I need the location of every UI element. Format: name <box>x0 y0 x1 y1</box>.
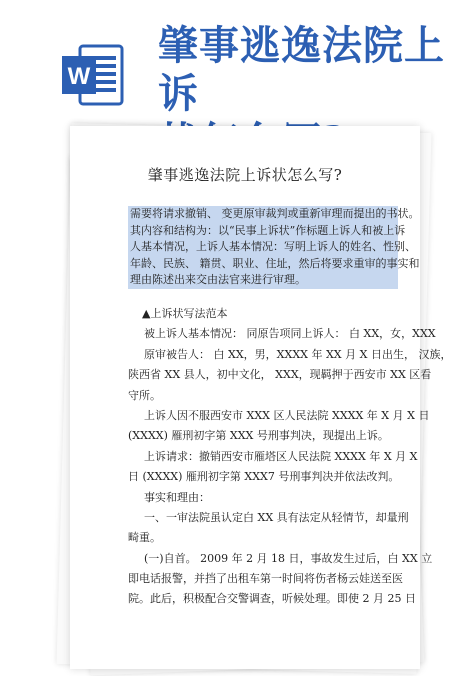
body-line: 守所。 <box>128 388 161 402</box>
body-line: 事实和理由： <box>144 490 210 504</box>
body-line: (XXXX) 雁刑初字第 XXX 号刑事判决，现提出上诉。 <box>128 429 389 443</box>
word-document-icon <box>60 42 126 108</box>
section-heading: ▲上诉状写法范本 <box>142 307 228 320</box>
highlight-line: 其内容和结构为：以“民事上诉状”作标题上诉人和被上诉 <box>130 223 406 237</box>
highlight-line: 人基本情况，上诉人基本情况：写明上诉人的姓名、性别、 <box>130 240 416 254</box>
highlighted-paragraph <box>128 206 420 289</box>
body-line: 原审被告人： 白 XX，男，XXXX 年 XX 月 X 日出生， 汉族， <box>144 347 452 361</box>
document-title: 肇事逃逸法院上诉状怎么写? <box>147 166 343 184</box>
body-line: 院。此后，积极配合交警调查，听候处理。即使 2 月 25 日 <box>128 592 416 606</box>
body-line: 畸重。 <box>128 531 161 545</box>
body-line: 上诉请求：撤销西安市雁塔区人民法院 XXXX 年 X 月 X <box>144 449 418 463</box>
body-line: 日 (XXXX) 雁刑初字第 XXX7 号刑事判决并依法改判。 <box>128 470 400 484</box>
document-body <box>128 304 452 610</box>
highlight-line: 理由陈述出来交由法官来进行审理。 <box>130 273 306 287</box>
body-line: 上诉人因不服西安市 XXX 区人民法院 XXXX 年 X 月 X 日 <box>144 408 430 422</box>
body-line: 陕西省 XX 县人，初中文化， XXX，现羁押于西安市 XX 区看 <box>128 368 432 382</box>
svg-text:W: W <box>67 63 91 90</box>
document-page <box>70 126 452 669</box>
body-line: 即电话报警，并挡了出租车第一时间将伤者杨云娃送至医 <box>128 572 403 586</box>
highlight-line: 需要将请求撤销、 变更原审裁判或重新审理而提出的书状。 <box>130 207 420 220</box>
body-line: 一、一审法院虽认定白 XX 具有法定从轻情节，却量刑 <box>144 510 409 524</box>
banner-title-line-1: 肇事逃逸法院上诉 <box>158 22 445 117</box>
body-line: 被上诉人基本情况： 同原告项同上诉人： 白 XX，女，XXX <box>144 327 436 341</box>
banner <box>0 0 474 118</box>
highlight-line: 年龄、民族、 籍贯、职业、住址，然后将要求重审的事实和 <box>130 256 420 270</box>
body-line: (一)自首。 2009 年 2 月 18 日，事故发生过后，白 XX 立 <box>144 551 433 565</box>
